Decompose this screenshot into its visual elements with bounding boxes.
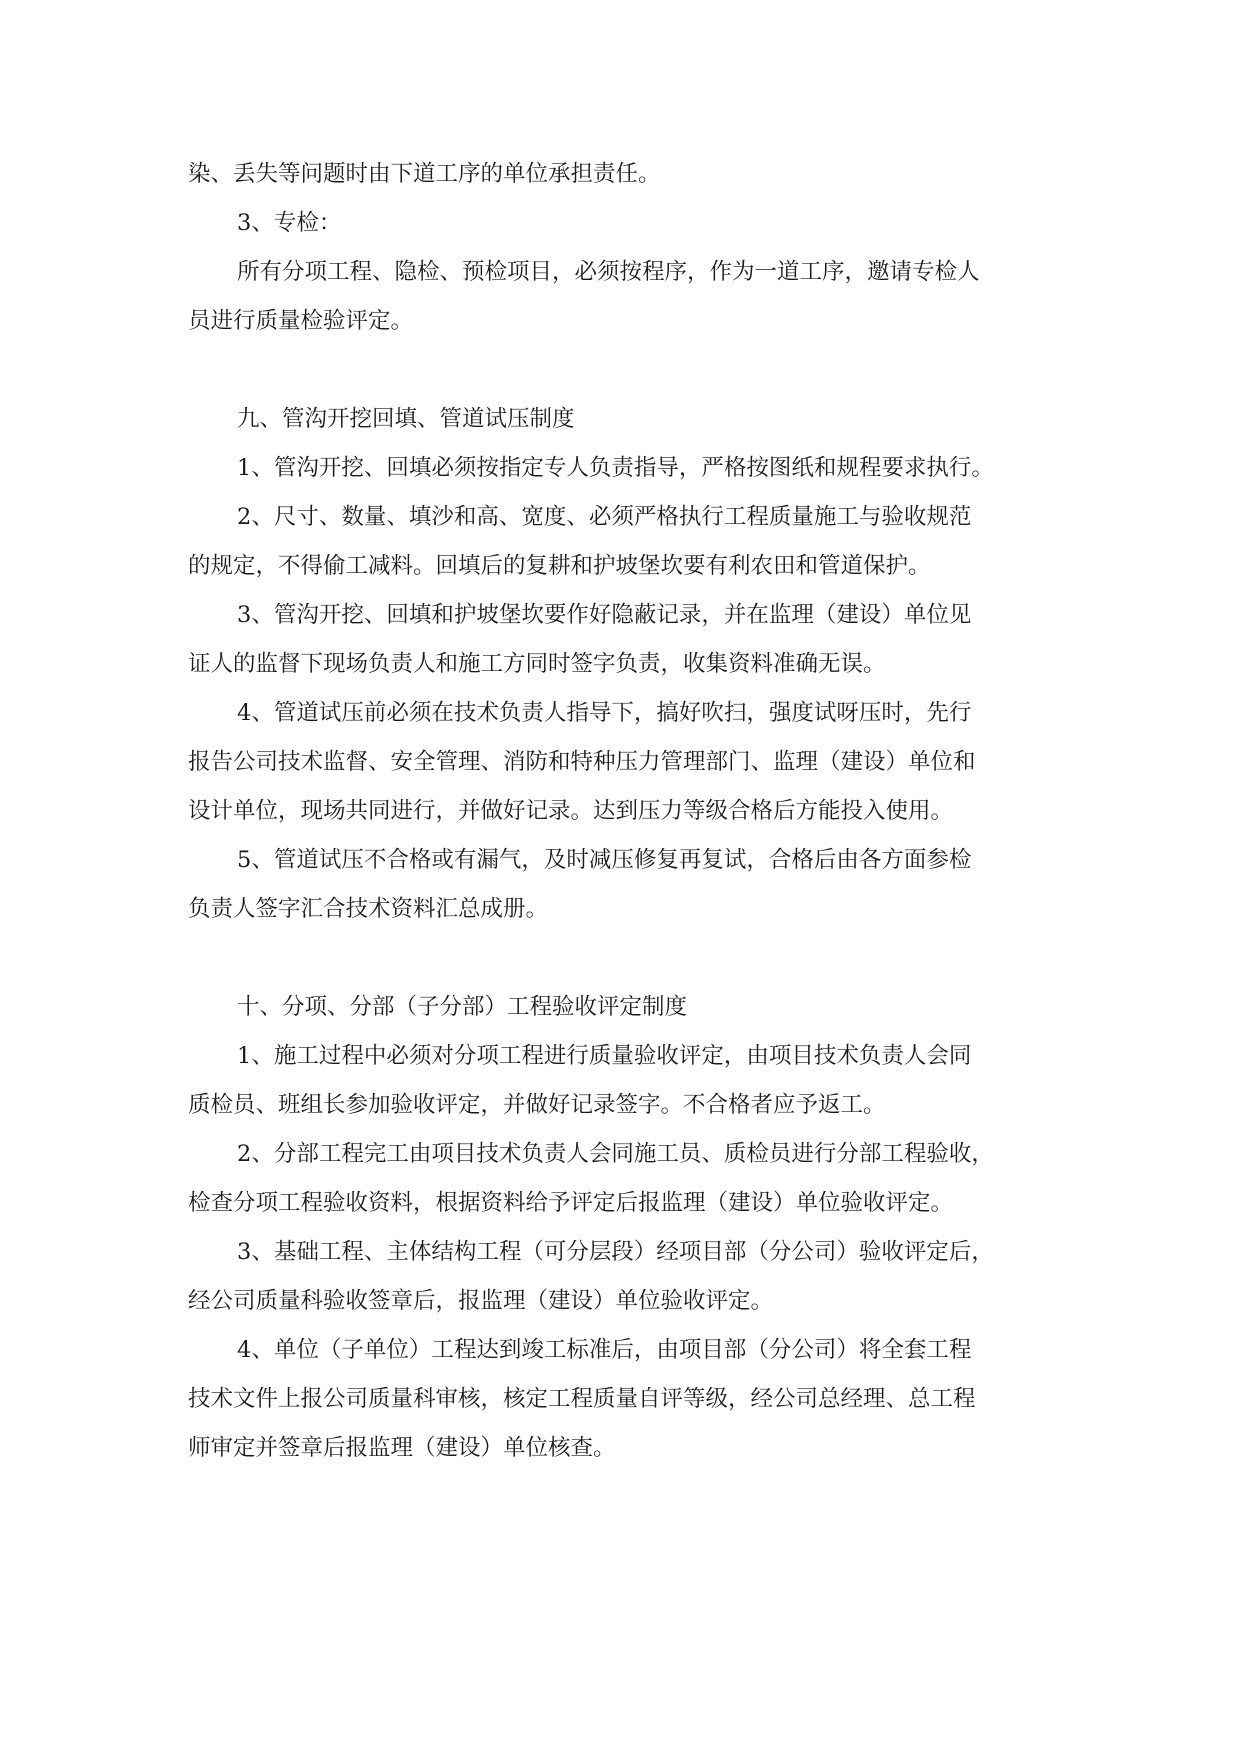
paragraph-line: 负责人签字汇合技术资料汇总成册。 xyxy=(188,896,549,922)
paragraph-line: 的规定，不得偷工减料。回填后的复耕和护坡堡坎要有利农田和管道保护。 xyxy=(188,553,931,579)
section-gap xyxy=(188,934,1052,983)
paragraph-line: 检查分项工程验收资料，根据资料给予评定后报监理（建设）单位验收评定。 xyxy=(188,1190,954,1216)
paragraph-line: 2、尺寸、数量、填沙和高、宽度、必须严格执行工程质量施工与验收规范 xyxy=(237,504,972,530)
paragraph-line: 1、管沟开挖、回填必须按指定专人负责指导，严格按图纸和规程要求执行。 xyxy=(237,455,994,481)
paragraph-line: 3、管沟开挖、回填和护坡堡坎要作好隐蔽记录，并在监理（建设）单位见 xyxy=(237,602,972,628)
paragraph-line: 报告公司技术监督、安全管理、消防和特种压力管理部门、监理（建设）单位和 xyxy=(188,749,976,775)
document-body xyxy=(188,150,1052,1473)
paragraph-line: 经公司质量科验收签章后，报监理（建设）单位验收评定。 xyxy=(188,1288,774,1314)
paragraph-line: 4、管道试压前必须在技术负责人指导下，搞好吹扫，强度试呀压时，先行 xyxy=(237,700,972,726)
section-gap xyxy=(188,346,1052,395)
paragraph-line: 师审定并签章后报监理（建设）单位核查。 xyxy=(188,1435,616,1461)
paragraph-line: 设计单位，现场共同进行，并做好记录。达到压力等级合格后方能投入使用。 xyxy=(188,798,954,824)
paragraph-line: 2、分部工程完工由项目技术负责人会同施工员、质检员进行分部工程验收， xyxy=(237,1141,994,1167)
paragraph-line: 所有分项工程、隐检、预检项目，必须按程序，作为一道工序，邀请专检人 xyxy=(237,259,980,285)
paragraph-line: 染、丢失等问题时由下道工序的单位承担责任。 xyxy=(188,161,661,187)
section-heading-10: 十、分项、分部（子分部）工程验收评定制度 xyxy=(237,994,688,1020)
paragraph-line: 质检员、班组长参加验收评定，并做好记录签字。不合格者应予返工。 xyxy=(188,1092,886,1118)
subheading-special-inspection: 3、专检： xyxy=(237,210,342,236)
paragraph-line: 4、单位（子单位）工程达到竣工标准后，由项目部（分公司）将全套工程 xyxy=(237,1337,972,1363)
paragraph-line: 5、管道试压不合格或有漏气，及时减压修复再复试，合格后由各方面参检 xyxy=(237,847,972,873)
paragraph-line: 技术文件上报公司质量科审核，核定工程质量自评等级，经公司总经理、总工程 xyxy=(188,1386,976,1412)
paragraph-line: 员进行质量检验评定。 xyxy=(188,308,414,334)
paragraph-line: 证人的监督下现场负责人和施工方同时签字负责，收集资料准确无误。 xyxy=(188,651,886,677)
paragraph-line: 1、施工过程中必须对分项工程进行质量验收评定，由项目技术负责人会同 xyxy=(237,1043,972,1069)
section-heading-9: 九、管沟开挖回填、管道试压制度 xyxy=(237,406,575,432)
paragraph-line: 3、基础工程、主体结构工程（可分层段）经项目部（分公司）验收评定后， xyxy=(237,1239,994,1265)
